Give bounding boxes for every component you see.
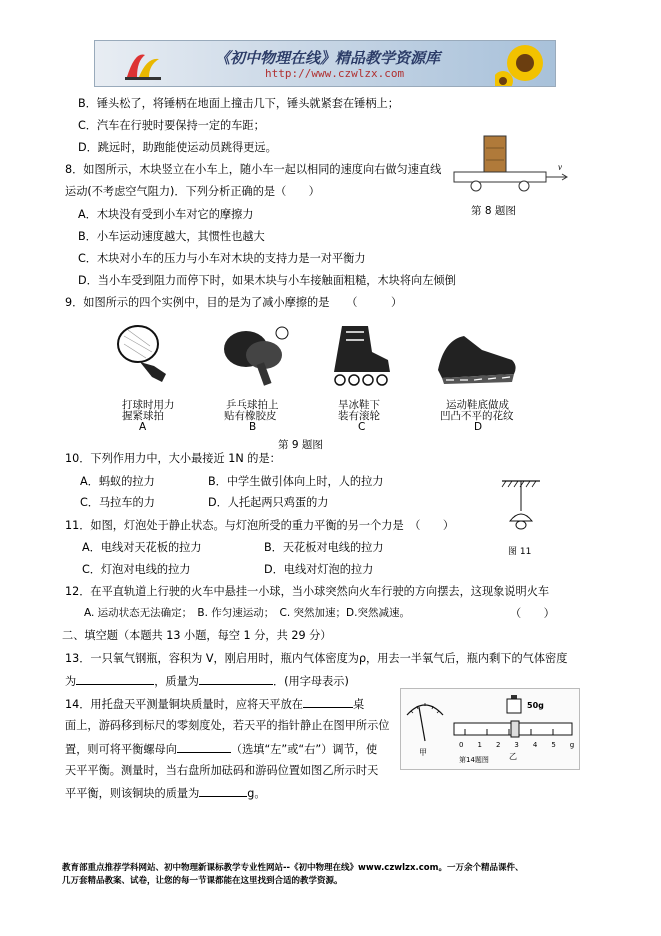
q14-line2: 面上，游码移到标尺的零刻度处，若天平的指针静止在图甲所示位 xyxy=(65,719,390,732)
q7-option-d: D．跳远时，助跑能使运动员跳得更远。 xyxy=(78,141,277,154)
q9-stem: 9．如图所示的四个实例中，目的是为了减小摩擦的是 （ ） xyxy=(65,296,403,309)
q10-option-a: A．蚂蚁的拉力 xyxy=(80,475,155,488)
q11-option-c: C．灯泡对电线的拉力 xyxy=(82,563,191,576)
q11-option-b: B．天花板对电线的拉力 xyxy=(264,541,384,554)
q14-line5 xyxy=(65,785,266,801)
wood-block xyxy=(484,136,506,172)
sneaker-icon xyxy=(434,330,520,390)
q9-item-b-letter: B xyxy=(249,421,257,433)
q9-item-c-text1: 旱冰鞋下 xyxy=(338,399,380,411)
sunflower-icon xyxy=(495,41,555,86)
q14-blank-direction[interactable] xyxy=(177,741,231,753)
q10-option-b: B．中学生做引体向上时，人的拉力 xyxy=(208,475,384,488)
q13-blank-mass[interactable] xyxy=(199,673,273,685)
site-logo-icon xyxy=(123,47,163,81)
velocity-label: v xyxy=(558,162,562,172)
q11-option-d: D．电线对灯泡的拉力 xyxy=(264,563,374,576)
q10-option-d: D．人托起两只鸡蛋的力 xyxy=(208,496,329,509)
q12-stem: 12．在平直轨道上行驶的火车中悬挂一小球，当小球突然向火车行驶的方向摆去，这现象说明火车 xyxy=(65,585,550,598)
q9-item-a-text2: 握紧球拍 xyxy=(122,410,164,422)
q14-text-3a: 置，则可将平衡螺母向 xyxy=(65,743,177,756)
q10-stem: 10．下列作用力中，大小最接近 1N 的是： xyxy=(65,452,281,465)
rider-slider[interactable] xyxy=(511,721,519,737)
balance-pointer-icon xyxy=(405,693,445,743)
q8-caption: 第 8 题图 xyxy=(471,205,516,217)
section2-title: 二、填空题（本题共 13 小题，每空 1 分，共 29 分） xyxy=(62,629,332,642)
q7-option-c: C．汽车在行驶时要保持一定的车距； xyxy=(78,119,265,132)
fig-label-yi: 乙 xyxy=(509,752,517,761)
q9-item-c-letter: C xyxy=(358,421,366,433)
q9-item-d-text1: 运动鞋底做成 xyxy=(446,399,509,411)
q9-item-b-text1: 乒乓球拍上 xyxy=(226,399,279,411)
q9-caption: 第 9 题图 xyxy=(278,439,323,451)
q14-blank-mass[interactable] xyxy=(199,785,247,797)
q8-stem-line2: 运动(不考虑空气阻力)．下列分析正确的是（ ） xyxy=(65,185,320,198)
footer-line2: 几万套精品教案、试卷，让您的每一节课都能在这里找到合适的教学资源。 xyxy=(62,876,343,886)
q8-cart-figure xyxy=(452,132,572,194)
q9-item-b-text2: 贴有橡胶皮 xyxy=(224,410,277,422)
q14-text-1a: 14．用托盘天平测量铜块质量时，应将天平放在 xyxy=(65,698,303,711)
q14-line3 xyxy=(65,741,377,757)
q9-item-c-text2: 装有滚轮 xyxy=(338,410,380,422)
q12-options: A. 运动状态无法确定； B. 作匀速运动； C. 突然加速；D.突然减速。 xyxy=(84,607,410,619)
q9-item-d-letter: D xyxy=(474,421,483,433)
weight-label: 50g xyxy=(527,701,544,710)
q14-fig-caption: 第14题图 xyxy=(459,756,489,764)
banner-title: 《初中物理在线》精品教学资源库 xyxy=(215,49,441,67)
q13-line2 xyxy=(65,673,349,689)
q8-stem-line1: 8．如图所示，木块竖立在小车上，随小车一起以相同的速度向右做匀速直线 xyxy=(65,163,442,176)
q14-text-1b: 桌 xyxy=(353,698,365,711)
roller-skate-icon xyxy=(322,322,402,390)
cart-wheel xyxy=(471,181,481,191)
q13-text-c: ．(用字母表示) xyxy=(272,675,349,688)
q8-option-a: A．木块没有受到小车对它的摩擦力 xyxy=(78,208,254,221)
page-footer xyxy=(62,862,622,888)
q14-text-5a: 平平衡，则该铜块的质量为 xyxy=(65,787,200,800)
q14-balance-figure xyxy=(400,688,589,770)
q12-answer-paren: （ ） xyxy=(510,607,555,620)
header-banner xyxy=(94,40,556,87)
q14-text-5b: g。 xyxy=(247,787,266,800)
q13-text-a: 为 xyxy=(65,675,77,688)
q11-option-a: A．电线对天花板的拉力 xyxy=(82,541,202,554)
q7-option-b: B．锤头松了，将锤柄在地面上撞击几下，锤头就紧套在锤柄上； xyxy=(78,97,399,110)
q10-option-c: C．马拉车的力 xyxy=(80,496,155,509)
balance-scale-ruler xyxy=(453,719,575,741)
q9-item-a-letter: A xyxy=(139,421,147,433)
banner-url[interactable]: http://www.czwlzx.com xyxy=(265,67,405,80)
q14-blank-surface[interactable] xyxy=(303,696,353,708)
cart-wheel xyxy=(519,181,529,191)
racket-hand-icon xyxy=(110,322,180,392)
q13-line1: 13．一只氧气钢瓶，容积为 V，刚启用时，瓶内气体密度为ρ，用去一半氧气后，瓶内剩下的气体密度 xyxy=(65,652,568,665)
fig-label-jia: 甲 xyxy=(419,748,427,757)
scale-ticks: 012345g xyxy=(459,741,589,749)
q8-option-c: C．木块对小车的压力与小车对木块的支持力是一对平衡力 xyxy=(78,252,366,265)
pingpong-paddle-icon xyxy=(218,325,298,390)
q8-option-d: D．当小车受到阻力而停下时，如果木块与小车接触面粗糙，木块将向左倾倒 xyxy=(78,274,456,287)
q14-line4: 天平平衡。测量时，当右盘所加砝码和游码位置如图乙所示时天 xyxy=(65,764,379,777)
q13-blank-density[interactable] xyxy=(76,673,154,685)
q9-item-d-text2: 凹凸不平的花纹 xyxy=(440,410,514,422)
footer-line1: 教育部重点推荐学科网站、初中物理新课标教学专业性网站--《初中物理在线》www.czwlzx.com。一万余个精品课件、 xyxy=(62,863,524,873)
q8-option-b: B．小车运动速度越大，其惯性也越大 xyxy=(78,230,265,243)
q9-item-a-text1: 打球时用力 xyxy=(122,399,175,411)
q14-text-3b: （选填“左”或“右”）调节，使 xyxy=(230,743,378,756)
hanging-bulb-figure xyxy=(496,477,546,543)
q11-caption: 图 11 xyxy=(508,547,532,557)
q14-line1 xyxy=(65,696,364,712)
q13-text-b: ，质量为 xyxy=(154,675,199,688)
cart-body xyxy=(454,172,546,182)
q11-stem: 11．如图，灯泡处于静止状态。与灯泡所受的重力平衡的另一个力是 （ ） xyxy=(65,519,455,532)
